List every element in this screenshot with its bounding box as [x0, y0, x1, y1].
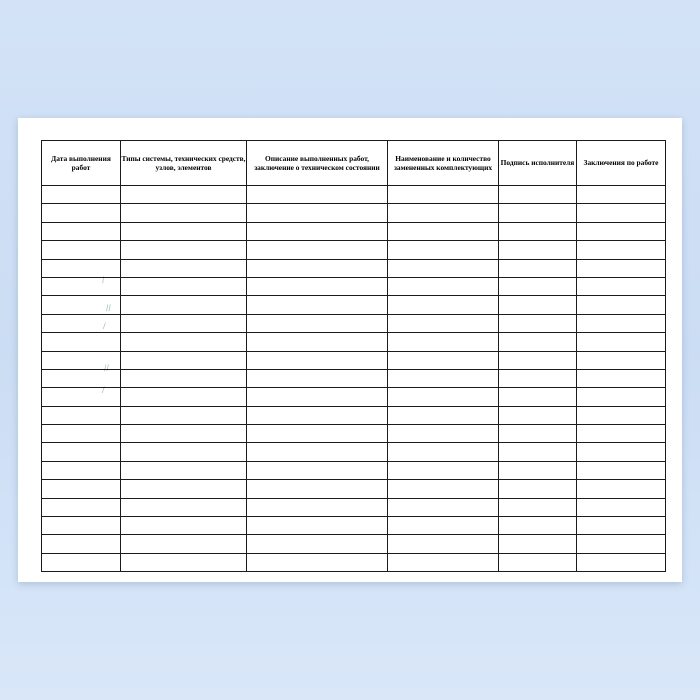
table-cell-system-types[interactable] [121, 222, 247, 240]
table-cell-signature[interactable] [499, 498, 577, 516]
table-cell-date[interactable] [42, 406, 121, 424]
table-cell-system-types[interactable] [121, 369, 247, 387]
table-cell-conclusion[interactable] [577, 425, 666, 443]
table-cell-replaced-parts[interactable] [388, 296, 499, 314]
table-cell-work-description[interactable] [247, 498, 388, 516]
table-cell-work-description[interactable] [247, 535, 388, 553]
table-cell-system-types[interactable] [121, 553, 247, 571]
table-cell-conclusion[interactable] [577, 351, 666, 369]
table-cell-work-description[interactable] [247, 388, 388, 406]
table-row [42, 314, 666, 332]
table-row [42, 553, 666, 571]
table-cell-conclusion[interactable] [577, 480, 666, 498]
table-cell-replaced-parts[interactable] [388, 222, 499, 240]
table-cell-date[interactable] [42, 296, 121, 314]
table-body [42, 186, 666, 572]
table-cell-conclusion[interactable] [577, 222, 666, 240]
table-row [42, 498, 666, 516]
table-cell-replaced-parts[interactable] [388, 277, 499, 295]
table-cell-conclusion[interactable] [577, 186, 666, 204]
table-cell-date[interactable] [42, 369, 121, 387]
table-row [42, 186, 666, 204]
table-cell-conclusion[interactable] [577, 314, 666, 332]
table-cell-conclusion[interactable] [577, 498, 666, 516]
table-cell-conclusion[interactable] [577, 259, 666, 277]
table-cell-system-types[interactable] [121, 498, 247, 516]
table-cell-signature[interactable] [499, 553, 577, 571]
table-cell-date[interactable] [42, 535, 121, 553]
table-cell-system-types[interactable] [121, 259, 247, 277]
table-row [42, 369, 666, 387]
stray-mark: / [101, 384, 105, 396]
table-row [42, 388, 666, 406]
table-cell-date[interactable] [42, 443, 121, 461]
table-cell-system-types[interactable] [121, 277, 247, 295]
table-cell-signature[interactable] [499, 369, 577, 387]
table-cell-replaced-parts[interactable] [388, 425, 499, 443]
table-cell-signature[interactable] [499, 277, 577, 295]
table-cell-date[interactable] [42, 517, 121, 535]
table-cell-work-description[interactable] [247, 369, 388, 387]
table-cell-system-types[interactable] [121, 461, 247, 479]
table-cell-system-types[interactable] [121, 296, 247, 314]
table-row [42, 259, 666, 277]
table-cell-work-description[interactable] [247, 296, 388, 314]
stray-mark: / [102, 320, 107, 332]
table-cell-replaced-parts[interactable] [388, 480, 499, 498]
table-cell-date[interactable] [42, 461, 121, 479]
table-cell-conclusion[interactable] [577, 204, 666, 222]
table-cell-system-types[interactable] [121, 480, 247, 498]
column-header-conclusion: Заключения по работе [577, 141, 666, 186]
table-cell-signature[interactable] [499, 296, 577, 314]
table-cell-replaced-parts[interactable] [388, 369, 499, 387]
table-cell-replaced-parts[interactable] [388, 186, 499, 204]
column-header-system-types: Типы системы, технических средств, узлов, элементов [121, 141, 247, 186]
table-cell-conclusion[interactable] [577, 369, 666, 387]
table-cell-work-description[interactable] [247, 204, 388, 222]
table-cell-signature[interactable] [499, 314, 577, 332]
table-cell-date[interactable] [42, 553, 121, 571]
table-cell-replaced-parts[interactable] [388, 406, 499, 424]
table-cell-conclusion[interactable] [577, 461, 666, 479]
table-cell-date[interactable] [42, 425, 121, 443]
table-cell-work-description[interactable] [247, 241, 388, 259]
table-cell-date[interactable] [42, 222, 121, 240]
table-cell-work-description[interactable] [247, 314, 388, 332]
column-header-signature: Подпись исполнителя [499, 141, 577, 186]
table-cell-replaced-parts[interactable] [388, 314, 499, 332]
table-row [42, 461, 666, 479]
table-row [42, 241, 666, 259]
table-cell-conclusion[interactable] [577, 333, 666, 351]
table-cell-conclusion[interactable] [577, 553, 666, 571]
table-cell-replaced-parts[interactable] [388, 498, 499, 516]
column-header-date: Дата выполнения работ [42, 141, 121, 186]
table-row [42, 333, 666, 351]
table-cell-replaced-parts[interactable] [388, 443, 499, 461]
table-cell-work-description[interactable] [247, 480, 388, 498]
table-cell-system-types[interactable] [121, 388, 247, 406]
table-cell-conclusion[interactable] [577, 241, 666, 259]
table-row [42, 406, 666, 424]
table-cell-signature[interactable] [499, 425, 577, 443]
table-cell-replaced-parts[interactable] [388, 259, 499, 277]
table-cell-system-types[interactable] [121, 241, 247, 259]
table-cell-work-description[interactable] [247, 425, 388, 443]
table-cell-system-types[interactable] [121, 333, 247, 351]
table-cell-signature[interactable] [499, 517, 577, 535]
table-cell-system-types[interactable] [121, 535, 247, 553]
table-cell-conclusion[interactable] [577, 388, 666, 406]
table-cell-system-types[interactable] [121, 425, 247, 443]
table-row [42, 296, 666, 314]
table-row [42, 277, 666, 295]
table-cell-signature[interactable] [499, 461, 577, 479]
table-cell-work-description[interactable] [247, 553, 388, 571]
table-row [42, 204, 666, 222]
table-cell-date[interactable] [42, 498, 121, 516]
table-cell-replaced-parts[interactable] [388, 535, 499, 553]
table-cell-replaced-parts[interactable] [388, 388, 499, 406]
table-cell-conclusion[interactable] [577, 535, 666, 553]
table-cell-work-description[interactable] [247, 351, 388, 369]
table-cell-date[interactable] [42, 259, 121, 277]
table-cell-signature[interactable] [499, 241, 577, 259]
table-cell-system-types[interactable] [121, 204, 247, 222]
document-paper [18, 118, 682, 582]
table-cell-date[interactable] [42, 333, 121, 351]
table-cell-signature[interactable] [499, 388, 577, 406]
table-cell-replaced-parts[interactable] [388, 333, 499, 351]
stray-mark: // [103, 362, 110, 374]
table-cell-signature[interactable] [499, 480, 577, 498]
table-cell-date[interactable] [42, 186, 121, 204]
table-row [42, 517, 666, 535]
table-row [42, 535, 666, 553]
table-cell-date[interactable] [42, 241, 121, 259]
table-cell-work-description[interactable] [247, 277, 388, 295]
table-cell-system-types[interactable] [121, 406, 247, 424]
table-row [42, 480, 666, 498]
stray-mark: / [101, 274, 106, 286]
table-cell-signature[interactable] [499, 443, 577, 461]
table-cell-replaced-parts[interactable] [388, 517, 499, 535]
table-cell-work-description[interactable] [247, 406, 388, 424]
table-cell-system-types[interactable] [121, 186, 247, 204]
table-cell-signature[interactable] [499, 222, 577, 240]
table-cell-replaced-parts[interactable] [388, 241, 499, 259]
table-cell-signature[interactable] [499, 351, 577, 369]
table-cell-conclusion[interactable] [577, 296, 666, 314]
table-header [42, 141, 666, 186]
table-row [42, 425, 666, 443]
table-cell-system-types[interactable] [121, 517, 247, 535]
table-cell-date[interactable] [42, 384, 121, 406]
table-cell-replaced-parts[interactable] [388, 351, 499, 369]
table-row [42, 443, 666, 461]
table-cell-date[interactable] [42, 274, 121, 295]
table-cell-work-description[interactable] [247, 186, 388, 204]
table-cell-date[interactable] [42, 314, 121, 332]
table-cell-work-description[interactable] [247, 333, 388, 351]
column-header-work-description: Описание выполненных работ, заключение о техническом состоянии [247, 141, 388, 186]
table-cell-conclusion[interactable] [577, 406, 666, 424]
table-cell-work-description[interactable] [247, 222, 388, 240]
table-header-row [42, 141, 666, 186]
column-header-replaced-parts: Наименование и количество замененных комплектующих [388, 141, 499, 186]
table-cell-signature[interactable] [499, 535, 577, 553]
table-cell-signature[interactable] [499, 186, 577, 204]
table-cell-conclusion[interactable] [577, 443, 666, 461]
table-cell-replaced-parts[interactable] [388, 204, 499, 222]
work-log-table [41, 140, 666, 572]
table-cell-system-types[interactable] [121, 443, 247, 461]
table-cell-date[interactable] [42, 351, 121, 369]
stray-mark: // [105, 302, 112, 314]
table-cell-signature[interactable] [499, 259, 577, 277]
table-cell-work-description[interactable] [247, 461, 388, 479]
table-cell-work-description[interactable] [247, 517, 388, 535]
table-cell-date[interactable] [42, 480, 121, 498]
table-cell-replaced-parts[interactable] [388, 461, 499, 479]
table-cell-signature[interactable] [499, 406, 577, 424]
table-cell-signature[interactable] [499, 204, 577, 222]
table-cell-work-description[interactable] [247, 259, 388, 277]
work-log-table-container [41, 140, 659, 558]
table-cell-conclusion[interactable] [577, 277, 666, 295]
table-cell-system-types[interactable] [121, 351, 247, 369]
table-row [42, 351, 666, 369]
table-cell-conclusion[interactable] [577, 517, 666, 535]
table-cell-date[interactable] [42, 204, 121, 222]
table-cell-signature[interactable] [499, 333, 577, 351]
table-row [42, 222, 666, 240]
table-cell-work-description[interactable] [247, 443, 388, 461]
table-cell-system-types[interactable] [121, 314, 247, 332]
table-cell-replaced-parts[interactable] [388, 553, 499, 571]
